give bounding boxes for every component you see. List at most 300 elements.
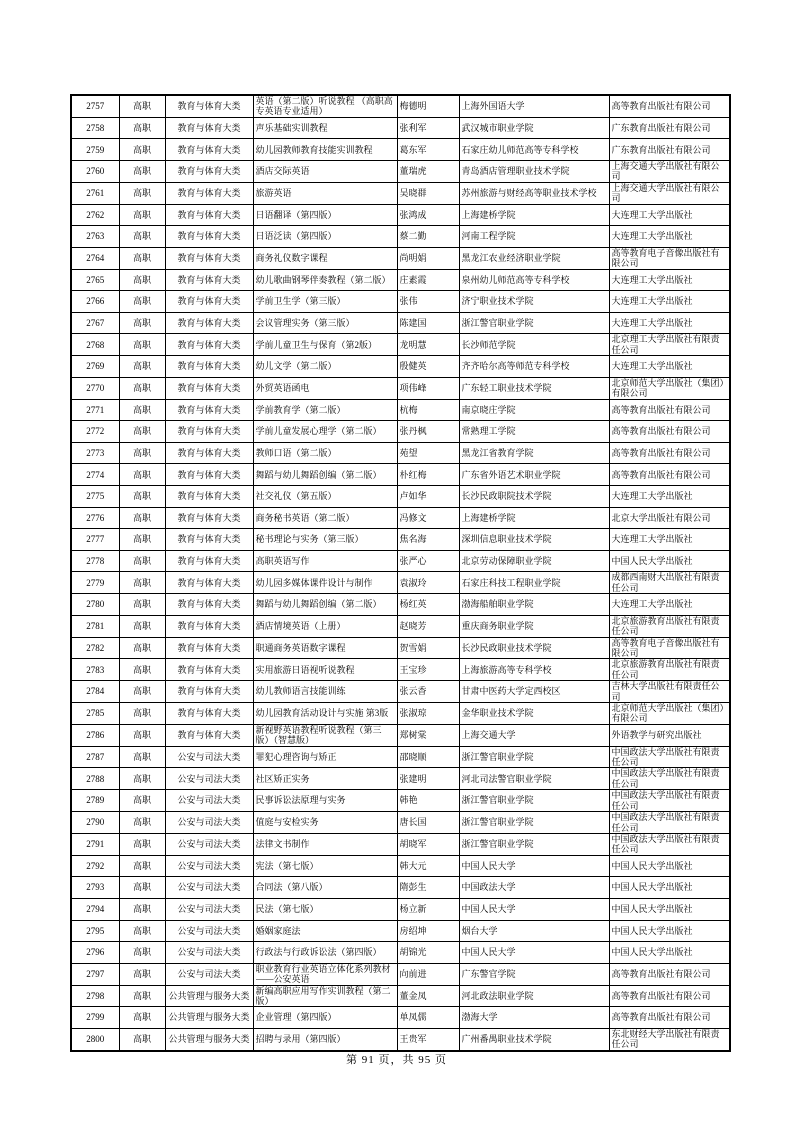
cell-text: 2800 bbox=[86, 1034, 105, 1045]
cell-text: 贺雪娟 bbox=[399, 642, 427, 653]
cell-serial-number bbox=[71, 615, 119, 637]
cell-text: 董金凤 bbox=[399, 990, 427, 1001]
cell-category bbox=[165, 334, 253, 356]
cell-text: 河南工程学院 bbox=[461, 231, 516, 242]
cell-text: 2777 bbox=[86, 534, 105, 545]
cell-text: 董瑞虎 bbox=[399, 166, 427, 177]
cell-serial-number bbox=[71, 768, 119, 790]
cell-publisher bbox=[609, 812, 730, 834]
cell-text: 公安与司法大类 bbox=[177, 817, 241, 828]
cell-text: 高职 bbox=[132, 860, 151, 871]
cell-text: 高职 bbox=[132, 555, 151, 566]
cell-author bbox=[397, 486, 459, 508]
table-row bbox=[71, 464, 730, 486]
cell-author bbox=[397, 942, 459, 964]
cell-book-title bbox=[253, 95, 397, 117]
cell-text: 浙江警官职业学院 bbox=[461, 839, 534, 850]
cell-text: 项伟峰 bbox=[399, 383, 427, 394]
cell-serial-number bbox=[71, 703, 119, 725]
cell-text: 张建明 bbox=[399, 773, 427, 784]
cell-text: 2791 bbox=[86, 839, 105, 850]
cell-text: 教育与体育大类 bbox=[177, 469, 241, 480]
cell-book-title bbox=[253, 790, 397, 812]
cell-serial-number bbox=[71, 963, 119, 985]
cell-category bbox=[165, 942, 253, 964]
cell-institution bbox=[459, 139, 609, 161]
cell-text: 广东教育出版社有限公司 bbox=[611, 122, 711, 133]
cell-text: 殷健英 bbox=[399, 361, 427, 372]
cell-serial-number bbox=[71, 421, 119, 443]
cell-text: 朴红梅 bbox=[399, 469, 427, 480]
cell-text: 教育与体育大类 bbox=[177, 686, 241, 697]
table-row bbox=[71, 920, 730, 942]
cell-text: 长沙师范学院 bbox=[461, 339, 516, 350]
cell-publisher bbox=[609, 724, 730, 746]
cell-institution bbox=[459, 356, 609, 378]
table-row bbox=[71, 334, 730, 356]
cell-category bbox=[165, 507, 253, 529]
cell-book-title bbox=[253, 291, 397, 313]
textbook-table-body bbox=[71, 95, 730, 1051]
cell-publisher bbox=[609, 269, 730, 291]
cell-text: 高职 bbox=[132, 491, 151, 502]
cell-author bbox=[397, 1007, 459, 1029]
cell-text: 高职 bbox=[132, 209, 151, 220]
cell-level bbox=[119, 724, 165, 746]
cell-text: 大连理工大学出版社 bbox=[611, 317, 693, 328]
cell-publisher bbox=[609, 95, 730, 117]
cell-category bbox=[165, 464, 253, 486]
cell-text: 教育与体育大类 bbox=[177, 664, 241, 675]
cell-text: 龙明慧 bbox=[399, 339, 427, 350]
cell-institution bbox=[459, 833, 609, 855]
cell-text: 高职 bbox=[132, 664, 151, 675]
cell-serial-number bbox=[71, 529, 119, 551]
cell-text: 北京旅游教育出版社有限责任公司 bbox=[611, 615, 720, 637]
cell-author bbox=[397, 291, 459, 313]
table-row bbox=[71, 139, 730, 161]
cell-serial-number bbox=[71, 161, 119, 183]
cell-institution bbox=[459, 334, 609, 356]
cell-category bbox=[165, 95, 253, 117]
cell-author bbox=[397, 464, 459, 486]
cell-text: 公安与司法大类 bbox=[177, 860, 241, 871]
cell-text: 企业管理（第四版） bbox=[255, 1012, 337, 1023]
cell-author bbox=[397, 529, 459, 551]
cell-text: 单凤儒 bbox=[399, 1012, 427, 1023]
cell-text: 中国政法大学出版社有限责任公司 bbox=[611, 833, 720, 855]
cell-text: 韩大元 bbox=[399, 860, 427, 871]
cell-institution bbox=[459, 377, 609, 399]
cell-text: 张利军 bbox=[399, 122, 427, 133]
table-row bbox=[71, 95, 730, 117]
cell-text: 泉州幼儿师范高等专科学校 bbox=[461, 274, 570, 285]
cell-book-title bbox=[253, 877, 397, 899]
cell-serial-number bbox=[71, 182, 119, 204]
cell-level bbox=[119, 204, 165, 226]
cell-serial-number bbox=[71, 659, 119, 681]
cell-publisher bbox=[609, 399, 730, 421]
cell-level bbox=[119, 269, 165, 291]
cell-publisher bbox=[609, 920, 730, 942]
cell-text: 南京晓庄学院 bbox=[461, 404, 516, 415]
cell-text: 高等教育出版社有限公司 bbox=[611, 469, 711, 480]
cell-publisher bbox=[609, 464, 730, 486]
table-row bbox=[71, 226, 730, 248]
cell-text: 2798 bbox=[86, 990, 105, 1001]
cell-text: 高职 bbox=[132, 968, 151, 979]
cell-serial-number bbox=[71, 898, 119, 920]
cell-author bbox=[397, 399, 459, 421]
cell-text: 2787 bbox=[86, 751, 105, 762]
cell-text: 教育与体育大类 bbox=[177, 534, 241, 545]
cell-serial-number bbox=[71, 312, 119, 334]
cell-text: 法律文书制作 bbox=[255, 839, 310, 850]
cell-text: 高职 bbox=[132, 339, 151, 350]
cell-text: 2766 bbox=[86, 296, 105, 307]
cell-text: 中国人民大学出版社 bbox=[611, 925, 693, 936]
cell-text: 高职 bbox=[132, 188, 151, 199]
cell-text: 社交礼仪（第五版） bbox=[255, 491, 337, 502]
cell-text: 高职 bbox=[132, 904, 151, 914]
table-row bbox=[71, 442, 730, 464]
cell-text: 高等教育电子音像出版社有限公司 bbox=[611, 247, 720, 269]
cell-text: 2797 bbox=[86, 968, 105, 979]
cell-text: 教育与体育大类 bbox=[177, 361, 241, 372]
cell-text: 教育与体育大类 bbox=[177, 122, 241, 133]
cell-category bbox=[165, 703, 253, 725]
cell-book-title bbox=[253, 703, 397, 725]
cell-text: 高职 bbox=[132, 947, 151, 958]
cell-text: 广东教育出版社有限公司 bbox=[611, 144, 711, 155]
cell-text: 高职 bbox=[132, 101, 151, 112]
table-row bbox=[71, 703, 730, 725]
cell-category bbox=[165, 442, 253, 464]
cell-level bbox=[119, 507, 165, 529]
cell-book-title bbox=[253, 768, 397, 790]
cell-text: 学前教育学（第二版） bbox=[255, 404, 346, 415]
cell-institution bbox=[459, 161, 609, 183]
cell-text: 公安与司法大类 bbox=[177, 947, 241, 958]
cell-text: 2774 bbox=[86, 469, 105, 480]
cell-text: 高职 bbox=[132, 383, 151, 394]
cell-category bbox=[165, 812, 253, 834]
cell-level bbox=[119, 356, 165, 378]
cell-category bbox=[165, 833, 253, 855]
cell-text: 浙江警官职业学院 bbox=[461, 317, 534, 328]
cell-category bbox=[165, 790, 253, 812]
cell-text: 教育与体育大类 bbox=[177, 231, 241, 242]
cell-text: 胡晓军 bbox=[399, 839, 427, 850]
cell-text: 中国人民大学出版社 bbox=[611, 904, 693, 914]
cell-category bbox=[165, 637, 253, 659]
cell-category bbox=[165, 247, 253, 269]
cell-serial-number bbox=[71, 95, 119, 117]
table-row bbox=[71, 768, 730, 790]
cell-serial-number bbox=[71, 920, 119, 942]
cell-text: 公共管理与服务大类 bbox=[168, 1034, 250, 1045]
cell-book-title bbox=[253, 681, 397, 703]
cell-institution bbox=[459, 182, 609, 204]
cell-institution bbox=[459, 724, 609, 746]
cell-text: 杨立新 bbox=[399, 904, 427, 914]
cell-institution bbox=[459, 877, 609, 899]
cell-text: 教育与体育大类 bbox=[177, 512, 241, 523]
cell-text: 甘肃中医药大学定西校区 bbox=[461, 686, 561, 697]
cell-text: 北京理工大学出版社有限责任公司 bbox=[611, 334, 720, 355]
cell-category bbox=[165, 615, 253, 637]
cell-serial-number bbox=[71, 572, 119, 594]
cell-serial-number bbox=[71, 746, 119, 768]
cell-text: 2794 bbox=[86, 904, 105, 914]
cell-text: 袁淑玲 bbox=[399, 577, 427, 588]
cell-text: 冯修文 bbox=[399, 512, 427, 523]
cell-text: 2765 bbox=[86, 274, 105, 285]
cell-text: 张严心 bbox=[399, 555, 427, 566]
cell-author bbox=[397, 377, 459, 399]
cell-text: 外贸英语函电 bbox=[255, 383, 310, 394]
cell-author bbox=[397, 724, 459, 746]
cell-serial-number bbox=[71, 226, 119, 248]
cell-publisher bbox=[609, 1028, 730, 1050]
cell-text: 幼儿园教育活动设计与实施 第3版 bbox=[255, 708, 389, 719]
cell-institution bbox=[459, 681, 609, 703]
cell-text: 2780 bbox=[86, 599, 105, 610]
cell-publisher bbox=[609, 161, 730, 183]
cell-text: 高职 bbox=[132, 925, 151, 936]
cell-text: 2789 bbox=[86, 795, 105, 806]
cell-category bbox=[165, 421, 253, 443]
cell-text: 向前进 bbox=[399, 968, 427, 979]
cell-text: 高职 bbox=[132, 166, 151, 177]
cell-text: 上海交通大学 bbox=[461, 730, 516, 741]
cell-author bbox=[397, 1028, 459, 1050]
cell-publisher bbox=[609, 985, 730, 1007]
cell-text: 济宁职业技术学院 bbox=[461, 296, 534, 307]
cell-text: 2785 bbox=[86, 708, 105, 719]
cell-category bbox=[165, 1028, 253, 1050]
cell-text: 婚姻家庭法 bbox=[255, 925, 301, 936]
cell-text: 葛东军 bbox=[399, 144, 427, 155]
cell-text: 上海建桥学院 bbox=[461, 209, 516, 220]
cell-text: 高职 bbox=[132, 839, 151, 850]
cell-publisher bbox=[609, 291, 730, 313]
cell-institution bbox=[459, 898, 609, 920]
cell-author bbox=[397, 920, 459, 942]
cell-serial-number bbox=[71, 1028, 119, 1050]
textbook-table bbox=[70, 94, 731, 1052]
cell-text: 社区矫正实务 bbox=[255, 773, 310, 784]
cell-text: 2761 bbox=[86, 188, 105, 199]
cell-text: 2784 bbox=[86, 686, 105, 697]
cell-category bbox=[165, 920, 253, 942]
cell-text: 黑龙江省教育学院 bbox=[461, 447, 534, 458]
cell-institution bbox=[459, 226, 609, 248]
cell-level bbox=[119, 529, 165, 551]
cell-text: 教育与体育大类 bbox=[177, 383, 241, 394]
table-row bbox=[71, 507, 730, 529]
cell-text: 教育与体育大类 bbox=[177, 274, 241, 285]
cell-institution bbox=[459, 920, 609, 942]
cell-category bbox=[165, 659, 253, 681]
cell-text: 上海交通大学出版社有限公司 bbox=[611, 161, 720, 182]
cell-text: 大连理工大学出版社 bbox=[611, 209, 693, 220]
cell-text: 高职 bbox=[132, 599, 151, 610]
cell-text: 中国人民大学出版社 bbox=[611, 555, 693, 566]
cell-text: 职业教育行业英语立体化系列教材——公安英语 bbox=[255, 963, 391, 985]
cell-text: 教育与体育大类 bbox=[177, 708, 241, 719]
cell-text: 教育与体育大类 bbox=[177, 447, 241, 458]
cell-text: 王宝珍 bbox=[399, 664, 427, 675]
table-row bbox=[71, 377, 730, 399]
cell-level bbox=[119, 1007, 165, 1029]
cell-text: 教育与体育大类 bbox=[177, 296, 241, 307]
table-row bbox=[71, 855, 730, 877]
cell-serial-number bbox=[71, 985, 119, 1007]
cell-text: 教育与体育大类 bbox=[177, 101, 241, 112]
cell-author bbox=[397, 615, 459, 637]
cell-text: 2783 bbox=[86, 664, 105, 675]
cell-text: 高职 bbox=[132, 512, 151, 523]
cell-text: 高职 bbox=[132, 642, 151, 653]
cell-category bbox=[165, 681, 253, 703]
cell-author bbox=[397, 855, 459, 877]
cell-text: 高等教育出版社有限公司 bbox=[611, 968, 711, 979]
cell-institution bbox=[459, 399, 609, 421]
table-row bbox=[71, 746, 730, 768]
cell-publisher bbox=[609, 117, 730, 139]
cell-text: 公安与司法大类 bbox=[177, 925, 241, 936]
cell-text: 酒店情境英语（上册） bbox=[255, 620, 346, 631]
cell-category bbox=[165, 855, 253, 877]
cell-level bbox=[119, 117, 165, 139]
cell-text: 高职 bbox=[132, 882, 151, 893]
cell-text: 卢如华 bbox=[399, 491, 427, 502]
cell-text: 2781 bbox=[86, 620, 105, 631]
cell-text: 北京师范大学出版社（集团）有限公司 bbox=[611, 377, 725, 399]
cell-text: 吉林大学出版社有限责任公司 bbox=[611, 681, 720, 702]
cell-text: 张丹枫 bbox=[399, 426, 427, 437]
cell-text: 学前卫生学（第三版） bbox=[255, 296, 346, 307]
cell-book-title bbox=[253, 1007, 397, 1029]
cell-book-title bbox=[253, 659, 397, 681]
cell-text: 教育与体育大类 bbox=[177, 253, 241, 264]
cell-text: 2775 bbox=[86, 491, 105, 502]
cell-serial-number bbox=[71, 269, 119, 291]
cell-institution bbox=[459, 550, 609, 572]
table-row bbox=[71, 182, 730, 204]
cell-text: 中国人民大学出版社 bbox=[611, 860, 693, 871]
cell-text: 高职 bbox=[132, 404, 151, 415]
cell-book-title bbox=[253, 377, 397, 399]
cell-text: 武汉城市职业学院 bbox=[461, 122, 534, 133]
cell-category bbox=[165, 572, 253, 594]
cell-text: 中国政法大学 bbox=[461, 882, 516, 893]
table-row bbox=[71, 724, 730, 746]
cell-serial-number bbox=[71, 291, 119, 313]
cell-level bbox=[119, 812, 165, 834]
cell-publisher bbox=[609, 746, 730, 768]
cell-text: 胡锦光 bbox=[399, 947, 427, 958]
cell-level bbox=[119, 681, 165, 703]
cell-publisher bbox=[609, 855, 730, 877]
cell-publisher bbox=[609, 637, 730, 659]
cell-author bbox=[397, 637, 459, 659]
cell-publisher bbox=[609, 594, 730, 616]
cell-category bbox=[165, 117, 253, 139]
cell-book-title bbox=[253, 312, 397, 334]
cell-publisher bbox=[609, 681, 730, 703]
cell-institution bbox=[459, 703, 609, 725]
cell-text: 石家庄科技工程职业学院 bbox=[461, 577, 561, 588]
cell-text: 2764 bbox=[86, 253, 105, 264]
cell-institution bbox=[459, 95, 609, 117]
cell-publisher bbox=[609, 877, 730, 899]
cell-institution bbox=[459, 312, 609, 334]
cell-text: 中国人民大学 bbox=[461, 860, 516, 871]
cell-text: 广东轻工职业技术学院 bbox=[461, 383, 552, 394]
cell-category bbox=[165, 963, 253, 985]
cell-institution bbox=[459, 269, 609, 291]
cell-text: 上海交通大学出版社有限公司 bbox=[611, 182, 720, 204]
cell-text: 值庭与安检实务 bbox=[255, 817, 319, 828]
cell-serial-number bbox=[71, 356, 119, 378]
cell-text: 新编高职应用写作实训教程（第二版） bbox=[255, 985, 391, 1006]
cell-text: 教育与体育大类 bbox=[177, 144, 241, 155]
cell-book-title bbox=[253, 985, 397, 1007]
cell-text: 大连理工大学出版社 bbox=[611, 231, 693, 242]
cell-text: 日语泛读（第四版） bbox=[255, 231, 337, 242]
cell-text: 高等教育出版社有限公司 bbox=[611, 101, 711, 112]
cell-institution bbox=[459, 985, 609, 1007]
cell-text: 2779 bbox=[86, 577, 105, 588]
cell-level bbox=[119, 833, 165, 855]
cell-text: 2767 bbox=[86, 317, 105, 328]
cell-text: 金华职业技术学院 bbox=[461, 708, 534, 719]
cell-institution bbox=[459, 1007, 609, 1029]
cell-text: 教育与体育大类 bbox=[177, 577, 241, 588]
cell-serial-number bbox=[71, 117, 119, 139]
cell-text: 2768 bbox=[86, 339, 105, 350]
cell-serial-number bbox=[71, 594, 119, 616]
cell-institution bbox=[459, 442, 609, 464]
cell-text: 2770 bbox=[86, 383, 105, 394]
cell-text: 幼儿园多媒体课件设计与制作 bbox=[255, 577, 373, 588]
cell-text: 公共管理与服务大类 bbox=[168, 1012, 250, 1023]
cell-text: 2793 bbox=[86, 882, 105, 893]
cell-text: 新视野英语教程听说教程（第三版）（智慧版） bbox=[255, 724, 382, 746]
cell-publisher bbox=[609, 703, 730, 725]
cell-book-title bbox=[253, 942, 397, 964]
cell-text: 2776 bbox=[86, 512, 105, 523]
cell-text: 上海建桥学院 bbox=[461, 512, 516, 523]
cell-publisher bbox=[609, 442, 730, 464]
cell-book-title bbox=[253, 182, 397, 204]
cell-text: 北京师范大学出版社（集团）有限公司 bbox=[611, 703, 725, 724]
cell-text: 舞蹈与幼儿舞蹈创编（第二版） bbox=[255, 469, 382, 480]
cell-text: 北京旅游教育出版社有限责任公司 bbox=[611, 659, 720, 680]
cell-text: 公安与司法大类 bbox=[177, 839, 241, 850]
cell-serial-number bbox=[71, 464, 119, 486]
cell-book-title bbox=[253, 963, 397, 985]
cell-text: 行政法与行政诉讼法（第四版） bbox=[255, 947, 382, 958]
cell-author bbox=[397, 877, 459, 899]
cell-text: 幼儿教师语言技能训练 bbox=[255, 686, 346, 697]
cell-level bbox=[119, 226, 165, 248]
cell-text: 中国政法大学出版社有限责任公司 bbox=[611, 746, 720, 768]
cell-text: 高职 bbox=[132, 730, 151, 741]
cell-text: 邵晓顺 bbox=[399, 751, 427, 762]
